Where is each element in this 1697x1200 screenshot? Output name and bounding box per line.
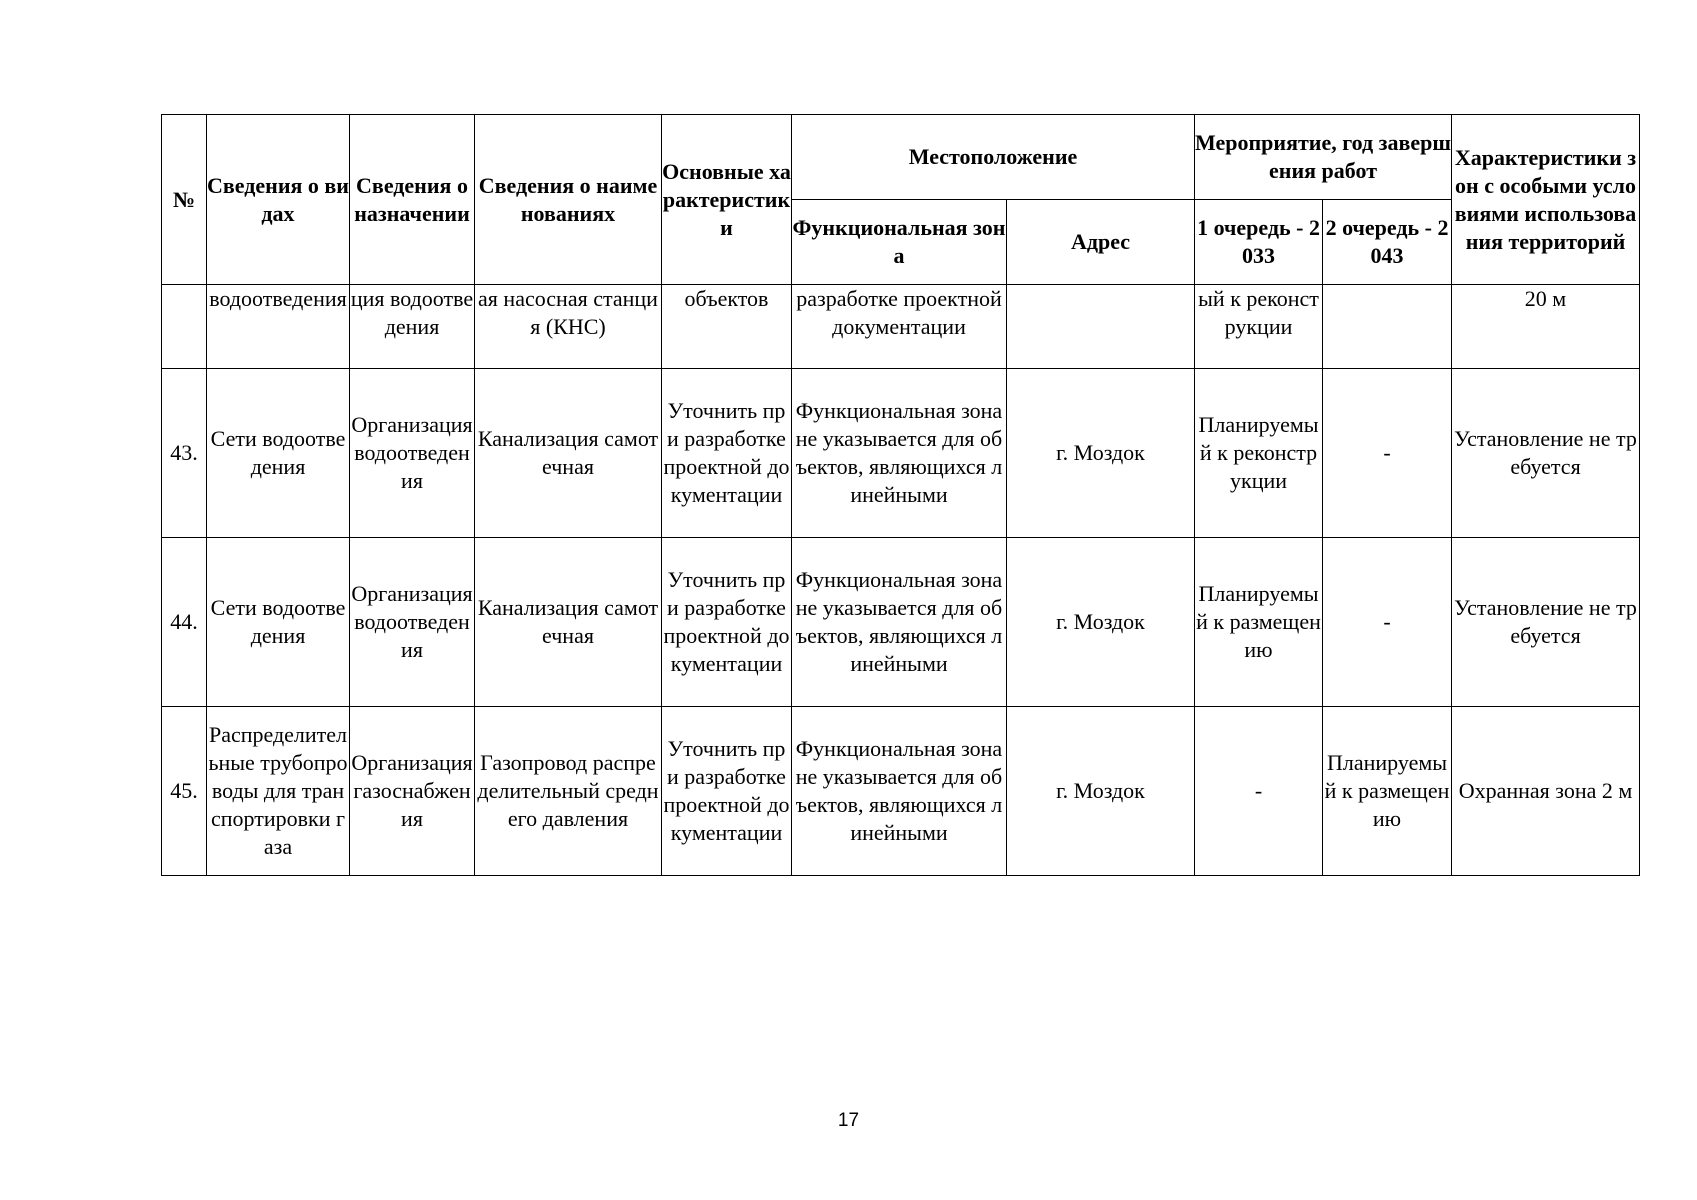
cell-characteristics: Уточнить при разработке проектной документации (662, 369, 792, 538)
header-stage1: 1 очередь - 2033 (1195, 200, 1323, 285)
cell-func-zone: разработке проектной документации (792, 285, 1007, 369)
page-number: 17 (837, 1110, 860, 1131)
cell-stage2: - (1323, 369, 1452, 538)
cell-address: г. Моздок (1007, 369, 1195, 538)
cell-address: г. Моздок (1007, 538, 1195, 707)
cell-address: г. Моздок (1007, 707, 1195, 876)
cell-types: водоотведения (207, 285, 350, 369)
header-zones: Характеристики зон с особыми условиями использования территорий (1452, 115, 1640, 285)
cell-stage1: - (1195, 707, 1323, 876)
cell-num (162, 285, 207, 369)
cell-names: Канализация самотечная (475, 369, 662, 538)
table-row (162, 285, 1640, 369)
header-purpose: Сведения о назначении (350, 115, 475, 285)
cell-types: Распределительные трубопроводы для транспортировки газа (207, 707, 350, 876)
header-characteristics: Основные характеристики (662, 115, 792, 285)
cell-func-zone: Функциональная зона не указывается для объектов, являющихся линейными (792, 707, 1007, 876)
cell-stage1: Планируемый к размещению (1195, 538, 1323, 707)
cell-stage1: ый к реконструкции (1195, 285, 1323, 369)
cell-func-zone: Функциональная зона не указывается для объектов, являющихся линейными (792, 369, 1007, 538)
table-row (162, 538, 1640, 707)
header-func-zone: Функциональная зона (792, 200, 1007, 285)
table-row (162, 707, 1640, 876)
cell-num: 45. (162, 707, 207, 876)
header-address: Адрес (1007, 200, 1195, 285)
cell-address (1007, 285, 1195, 369)
cell-zones: Установление не требуется (1452, 538, 1640, 707)
cell-stage2: Планируемый к размещению (1323, 707, 1452, 876)
cell-types: Сети водоотведения (207, 369, 350, 538)
cell-purpose: Организация водоотведения (350, 369, 475, 538)
header-names: Сведения о наименованиях (475, 115, 662, 285)
header-types: Сведения о видах (207, 115, 350, 285)
cell-num: 43. (162, 369, 207, 538)
infrastructure-table (161, 114, 1640, 876)
header-row-1 (162, 115, 1640, 200)
cell-characteristics: Уточнить при разработке проектной документации (662, 538, 792, 707)
cell-purpose: Организация газоснабжения (350, 707, 475, 876)
cell-purpose: ция водоотведения (350, 285, 475, 369)
cell-func-zone: Функциональная зона не указывается для объектов, являющихся линейными (792, 538, 1007, 707)
cell-zones: 20 м (1452, 285, 1640, 369)
header-num: № (162, 115, 207, 285)
cell-stage2: - (1323, 538, 1452, 707)
table-row (162, 369, 1640, 538)
cell-zones: Охранная зона 2 м (1452, 707, 1640, 876)
cell-zones: Установление не требуется (1452, 369, 1640, 538)
cell-names: Газопровод распределительный среднего давления (475, 707, 662, 876)
header-measure: Мероприятие, год завершения работ (1195, 115, 1452, 200)
cell-names: ая насосная станция (КНС) (475, 285, 662, 369)
cell-characteristics: объектов (662, 285, 792, 369)
header-location: Местоположение (792, 115, 1195, 200)
cell-num: 44. (162, 538, 207, 707)
cell-stage2 (1323, 285, 1452, 369)
cell-names: Канализация самотечная (475, 538, 662, 707)
header-stage2: 2 очередь - 2043 (1323, 200, 1452, 285)
cell-purpose: Организация водоотведения (350, 538, 475, 707)
cell-characteristics: Уточнить при разработке проектной документации (662, 707, 792, 876)
cell-stage1: Планируемый к реконструкции (1195, 369, 1323, 538)
cell-types: Сети водоотведения (207, 538, 350, 707)
